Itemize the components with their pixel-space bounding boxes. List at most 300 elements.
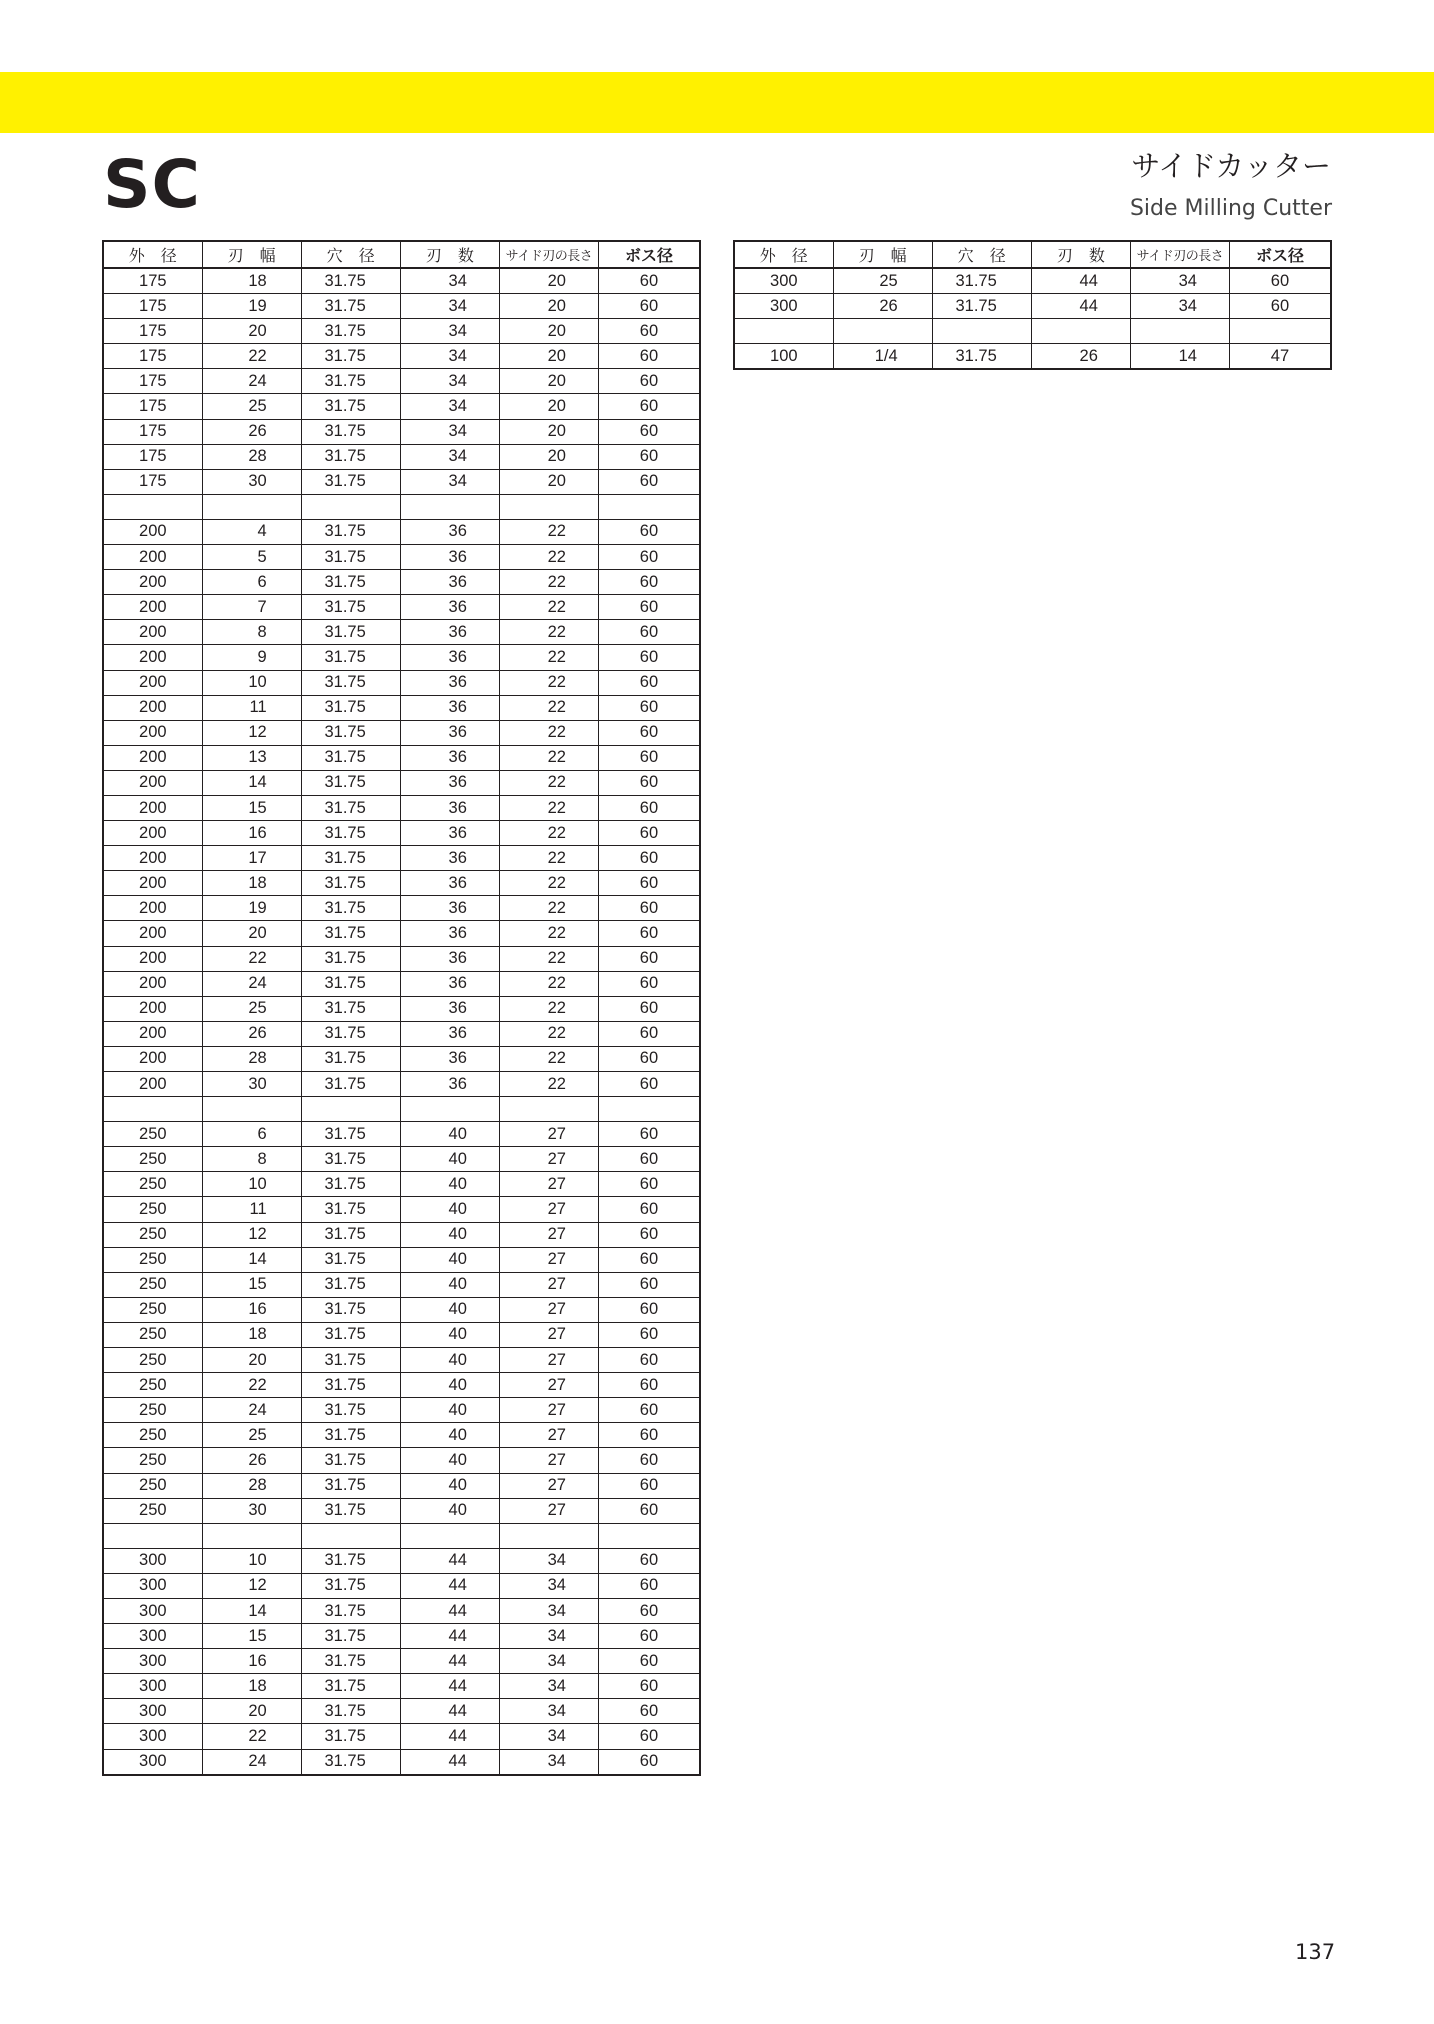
table-row (103, 1674, 700, 1699)
table-cell: 60 (598, 1624, 700, 1649)
table-row (103, 1548, 700, 1573)
table-cell: 200 (103, 846, 202, 871)
table-cell: 200 (103, 1046, 202, 1071)
table-row (103, 444, 700, 469)
table-cell: 175 (103, 268, 202, 294)
table-row (103, 1021, 700, 1046)
table-cell: 31.75 (301, 695, 400, 720)
table-cell: 24 (202, 1749, 301, 1775)
table-cell: 36 (400, 946, 499, 971)
table-cell: 60 (598, 1699, 700, 1724)
table-cell: 10 (202, 670, 301, 695)
table-cell: 10 (202, 1172, 301, 1197)
table-cell: 22 (499, 946, 598, 971)
table-cell: 34 (400, 268, 499, 294)
table-cell: 22 (499, 519, 598, 544)
table-cell: 40 (400, 1373, 499, 1398)
table-cell: 6 (202, 570, 301, 595)
table-cell: 20 (499, 294, 598, 319)
table-cell: 31.75 (301, 1649, 400, 1674)
table-cell: 10 (202, 1548, 301, 1573)
table-cell: 31.75 (301, 319, 400, 344)
table-cell: 31.75 (301, 670, 400, 695)
table-cell: 34 (400, 344, 499, 369)
table-cell: 31.75 (301, 1598, 400, 1623)
table-cell: 60 (598, 1598, 700, 1623)
table-cell: 31.75 (301, 1548, 400, 1573)
table-cell: 34 (1130, 294, 1229, 319)
table-cell (400, 1097, 499, 1122)
table-cell: 25 (833, 268, 932, 294)
table-cell: 200 (103, 620, 202, 645)
table-cell: 200 (103, 795, 202, 820)
product-title-en: Side Milling Cutter (1129, 196, 1332, 221)
table-cell: 60 (598, 595, 700, 620)
table-cell: 60 (598, 620, 700, 645)
table-row (103, 1272, 700, 1297)
col-header-bore: 穴 径 (301, 241, 400, 268)
table-cell: 18 (202, 268, 301, 294)
table-cell: 5 (202, 545, 301, 570)
table-cell: 60 (598, 1348, 700, 1373)
table-cell: 7 (202, 595, 301, 620)
table-cell: 60 (598, 419, 700, 444)
table-spacer-row (103, 494, 700, 519)
table-row (103, 971, 700, 996)
table-cell: 200 (103, 570, 202, 595)
table-row (103, 294, 700, 319)
table-row (103, 1699, 700, 1724)
table-cell: 27 (499, 1398, 598, 1423)
table-cell: 16 (202, 1297, 301, 1322)
table-cell: 31.75 (301, 971, 400, 996)
col-header-teeth: 刃 数 (1031, 241, 1130, 268)
table-cell: 300 (103, 1548, 202, 1573)
col-header-width: 刃 幅 (833, 241, 932, 268)
table-cell: 300 (734, 268, 833, 294)
table-cell: 8 (202, 1147, 301, 1172)
table-cell: 22 (499, 645, 598, 670)
table-cell (202, 1523, 301, 1548)
table-row (103, 996, 700, 1021)
table-cell: 175 (103, 419, 202, 444)
table-cell: 40 (400, 1172, 499, 1197)
table-cell: 31.75 (301, 1749, 400, 1775)
table-cell: 44 (400, 1749, 499, 1775)
table-cell: 27 (499, 1423, 598, 1448)
table-cell: 18 (202, 871, 301, 896)
table-cell: 31.75 (301, 1247, 400, 1272)
table-cell: 36 (400, 620, 499, 645)
table-cell (103, 1097, 202, 1122)
table-cell: 8 (202, 620, 301, 645)
table-cell: 60 (598, 545, 700, 570)
table-row (103, 1222, 700, 1247)
table-cell: 31.75 (301, 519, 400, 544)
table-cell: 20 (202, 921, 301, 946)
table-cell (103, 1523, 202, 1548)
table-cell: 31.75 (301, 645, 400, 670)
table-cell: 60 (598, 444, 700, 469)
table-cell: 175 (103, 369, 202, 394)
table-cell: 60 (598, 821, 700, 846)
table-row (734, 268, 1331, 294)
table-row (103, 645, 700, 670)
table-cell: 31.75 (301, 1423, 400, 1448)
table-row (103, 795, 700, 820)
table-row (103, 1147, 700, 1172)
table-cell: 28 (202, 1046, 301, 1071)
table-cell: 250 (103, 1122, 202, 1147)
table-cell: 300 (103, 1749, 202, 1775)
table-row (103, 419, 700, 444)
table-cell: 36 (400, 795, 499, 820)
table-cell: 300 (103, 1674, 202, 1699)
table-cell (833, 319, 932, 344)
table-cell (598, 1523, 700, 1548)
table-cell: 200 (103, 921, 202, 946)
table-cell: 34 (400, 394, 499, 419)
table-cell: 15 (202, 1624, 301, 1649)
table-cell: 175 (103, 344, 202, 369)
table-cell: 22 (499, 770, 598, 795)
spec-table-right (733, 240, 1332, 370)
table-cell: 60 (598, 1197, 700, 1222)
table-cell: 36 (400, 1072, 499, 1097)
table-cell: 31.75 (301, 595, 400, 620)
table-row (103, 821, 700, 846)
table-cell: 20 (202, 319, 301, 344)
table-cell: 200 (103, 1072, 202, 1097)
table-cell: 44 (400, 1674, 499, 1699)
table-cell: 20 (499, 369, 598, 394)
table-cell: 31.75 (301, 720, 400, 745)
table-cell: 20 (499, 469, 598, 494)
col-header-outer-diameter: 外 径 (734, 241, 833, 268)
table-cell: 27 (499, 1373, 598, 1398)
table-cell: 34 (499, 1749, 598, 1775)
table-cell: 15 (202, 1272, 301, 1297)
table-cell: 60 (598, 344, 700, 369)
table-cell: 31.75 (301, 1348, 400, 1373)
table-cell: 60 (1229, 294, 1331, 319)
col-header-teeth: 刃 数 (400, 241, 499, 268)
table-cell: 60 (598, 1724, 700, 1749)
table-cell: 60 (598, 695, 700, 720)
table-row (103, 1122, 700, 1147)
table-cell: 60 (598, 645, 700, 670)
table-cell: 31.75 (301, 1724, 400, 1749)
table-cell: 28 (202, 1473, 301, 1498)
table-row (103, 570, 700, 595)
table-cell: 300 (103, 1573, 202, 1598)
col-header-side-length: サイド刃の長さ (499, 241, 598, 268)
table-cell: 20 (499, 268, 598, 294)
table-cell: 60 (598, 745, 700, 770)
page-number: 137 (1295, 1940, 1336, 1964)
table-cell: 27 (499, 1498, 598, 1523)
table-cell: 27 (499, 1222, 598, 1247)
table-cell (400, 494, 499, 519)
table-cell: 31.75 (301, 896, 400, 921)
table-cell: 31.75 (301, 946, 400, 971)
table-cell: 60 (598, 1473, 700, 1498)
table-cell: 60 (1229, 268, 1331, 294)
table-cell: 31.75 (301, 469, 400, 494)
table-cell: 34 (400, 419, 499, 444)
table-cell: 60 (598, 795, 700, 820)
table-cell: 36 (400, 645, 499, 670)
table-cell: 20 (499, 444, 598, 469)
table-spacer-row (734, 319, 1331, 344)
table-cell: 6 (202, 1122, 301, 1147)
table-cell: 200 (103, 595, 202, 620)
table-cell (301, 1523, 400, 1548)
table-cell: 31.75 (301, 770, 400, 795)
table-cell (499, 1523, 598, 1548)
table-cell: 31.75 (301, 570, 400, 595)
table-cell: 60 (598, 1373, 700, 1398)
table-row (103, 344, 700, 369)
table-cell: 22 (499, 846, 598, 871)
table-row (103, 1473, 700, 1498)
table-cell (499, 1097, 598, 1122)
table-cell: 36 (400, 695, 499, 720)
table-cell: 60 (598, 1398, 700, 1423)
table-cell (598, 1097, 700, 1122)
table-cell: 250 (103, 1373, 202, 1398)
table-cell: 36 (400, 896, 499, 921)
table-row (103, 670, 700, 695)
table-row (103, 1423, 700, 1448)
table-cell: 60 (598, 1423, 700, 1448)
table-cell: 40 (400, 1473, 499, 1498)
table-cell: 22 (202, 1373, 301, 1398)
table-cell: 20 (499, 419, 598, 444)
table-cell: 22 (499, 545, 598, 570)
table-cell: 40 (400, 1348, 499, 1373)
table-cell: 16 (202, 1649, 301, 1674)
table-cell: 31.75 (301, 620, 400, 645)
table-cell: 34 (400, 469, 499, 494)
table-cell: 31.75 (301, 996, 400, 1021)
table-cell: 250 (103, 1423, 202, 1448)
table-row (103, 394, 700, 419)
table-cell: 200 (103, 720, 202, 745)
table-cell: 200 (103, 770, 202, 795)
table-cell: 11 (202, 1197, 301, 1222)
table-cell: 200 (103, 645, 202, 670)
table-cell: 34 (400, 319, 499, 344)
table-cell: 60 (598, 570, 700, 595)
table-cell: 200 (103, 821, 202, 846)
table-cell (400, 1523, 499, 1548)
table-row (103, 1749, 700, 1775)
table-cell: 31.75 (301, 1272, 400, 1297)
table-cell: 31.75 (301, 1398, 400, 1423)
table-cell: 175 (103, 444, 202, 469)
table-cell: 27 (499, 1122, 598, 1147)
table-cell: 34 (1130, 268, 1229, 294)
table-cell: 17 (202, 846, 301, 871)
table-cell: 22 (499, 670, 598, 695)
table-cell: 60 (598, 1272, 700, 1297)
table-cell: 15 (202, 795, 301, 820)
table-row (103, 519, 700, 544)
table-cell: 27 (499, 1247, 598, 1272)
table-row (103, 770, 700, 795)
table-cell: 36 (400, 846, 499, 871)
table-cell: 60 (598, 1749, 700, 1775)
table-cell: 40 (400, 1322, 499, 1347)
table-cell: 60 (598, 519, 700, 544)
table-cell: 31.75 (301, 1498, 400, 1523)
table-cell: 1/4 (833, 344, 932, 370)
table-cell: 24 (202, 971, 301, 996)
table-cell: 12 (202, 1222, 301, 1247)
table-cell: 22 (499, 971, 598, 996)
table-cell: 20 (499, 394, 598, 419)
table-cell: 36 (400, 745, 499, 770)
table-cell: 31.75 (301, 344, 400, 369)
table-cell: 25 (202, 394, 301, 419)
table-cell: 19 (202, 294, 301, 319)
table-row (103, 846, 700, 871)
col-header-side-length: サイド刃の長さ (1130, 241, 1229, 268)
table-cell: 36 (400, 570, 499, 595)
table-cell: 200 (103, 896, 202, 921)
table-cell: 250 (103, 1348, 202, 1373)
table-cell: 250 (103, 1473, 202, 1498)
table-cell: 60 (598, 846, 700, 871)
table-cell: 31.75 (301, 795, 400, 820)
table-cell: 60 (598, 319, 700, 344)
table-cell: 250 (103, 1247, 202, 1272)
table-row (103, 1046, 700, 1071)
table-cell: 28 (202, 444, 301, 469)
table-cell: 31.75 (301, 1322, 400, 1347)
table-cell: 60 (598, 1448, 700, 1473)
table-cell: 14 (1130, 344, 1229, 370)
table-cell: 22 (499, 695, 598, 720)
table-cell: 26 (202, 1021, 301, 1046)
table-row (734, 294, 1331, 319)
table-cell (301, 494, 400, 519)
table-cell: 60 (598, 871, 700, 896)
table-cell (932, 319, 1031, 344)
table-cell: 60 (598, 971, 700, 996)
table-cell: 27 (499, 1348, 598, 1373)
table-cell: 40 (400, 1448, 499, 1473)
table-row (103, 921, 700, 946)
table-cell: 22 (499, 745, 598, 770)
table-cell: 300 (734, 294, 833, 319)
table-cell: 60 (598, 1649, 700, 1674)
table-cell: 31.75 (301, 1624, 400, 1649)
table-row (103, 1247, 700, 1272)
table-cell: 60 (598, 1548, 700, 1573)
table-cell: 12 (202, 720, 301, 745)
table-cell: 175 (103, 394, 202, 419)
table-cell: 300 (103, 1649, 202, 1674)
table-cell: 60 (598, 1247, 700, 1272)
table-cell: 34 (499, 1699, 598, 1724)
table-cell: 60 (598, 1072, 700, 1097)
table-cell: 26 (202, 419, 301, 444)
table-cell: 31.75 (301, 1573, 400, 1598)
table-cell: 31.75 (301, 444, 400, 469)
table-cell: 44 (400, 1724, 499, 1749)
table-cell: 200 (103, 519, 202, 544)
table-cell: 36 (400, 1021, 499, 1046)
table-cell: 22 (499, 620, 598, 645)
table-row (734, 344, 1331, 370)
table-cell: 300 (103, 1699, 202, 1724)
table-cell: 36 (400, 921, 499, 946)
table-cell: 200 (103, 996, 202, 1021)
table-row (103, 720, 700, 745)
table-cell: 31.75 (301, 821, 400, 846)
table-cell: 22 (499, 1021, 598, 1046)
table-cell: 27 (499, 1272, 598, 1297)
table-cell: 27 (499, 1172, 598, 1197)
table-cell: 22 (499, 896, 598, 921)
table-cell: 31.75 (932, 268, 1031, 294)
table-cell: 31.75 (301, 871, 400, 896)
table-cell: 20 (202, 1699, 301, 1724)
table-cell: 31.75 (301, 1122, 400, 1147)
table-cell: 31.75 (301, 1297, 400, 1322)
table-cell: 250 (103, 1172, 202, 1197)
table-cell: 27 (499, 1322, 598, 1347)
table-row (103, 1297, 700, 1322)
table-cell: 60 (598, 268, 700, 294)
table-cell: 60 (598, 1147, 700, 1172)
table-cell: 27 (499, 1448, 598, 1473)
table-cell: 250 (103, 1147, 202, 1172)
table-row (103, 1373, 700, 1398)
table-cell: 60 (598, 1297, 700, 1322)
table-cell: 200 (103, 695, 202, 720)
table-cell: 27 (499, 1297, 598, 1322)
table-cell: 13 (202, 745, 301, 770)
table-cell: 60 (598, 1172, 700, 1197)
table-cell: 60 (598, 1222, 700, 1247)
table-row (103, 896, 700, 921)
table-cell: 250 (103, 1498, 202, 1523)
table-spacer-row (103, 1097, 700, 1122)
table-row (103, 1498, 700, 1523)
table-cell (734, 319, 833, 344)
table-cell: 40 (400, 1297, 499, 1322)
table-cell: 60 (598, 670, 700, 695)
table-cell (1229, 319, 1331, 344)
table-row (103, 1624, 700, 1649)
table-row (103, 469, 700, 494)
table-cell: 60 (598, 1573, 700, 1598)
table-cell (1031, 319, 1130, 344)
table-cell: 250 (103, 1272, 202, 1297)
table-cell: 30 (202, 1072, 301, 1097)
table-header-row (734, 241, 1331, 268)
table-cell: 14 (202, 1598, 301, 1623)
table-cell: 24 (202, 369, 301, 394)
table-cell: 25 (202, 996, 301, 1021)
table-cell: 31.75 (301, 268, 400, 294)
table-cell: 34 (499, 1624, 598, 1649)
table-cell: 36 (400, 519, 499, 544)
table-cell: 44 (400, 1649, 499, 1674)
